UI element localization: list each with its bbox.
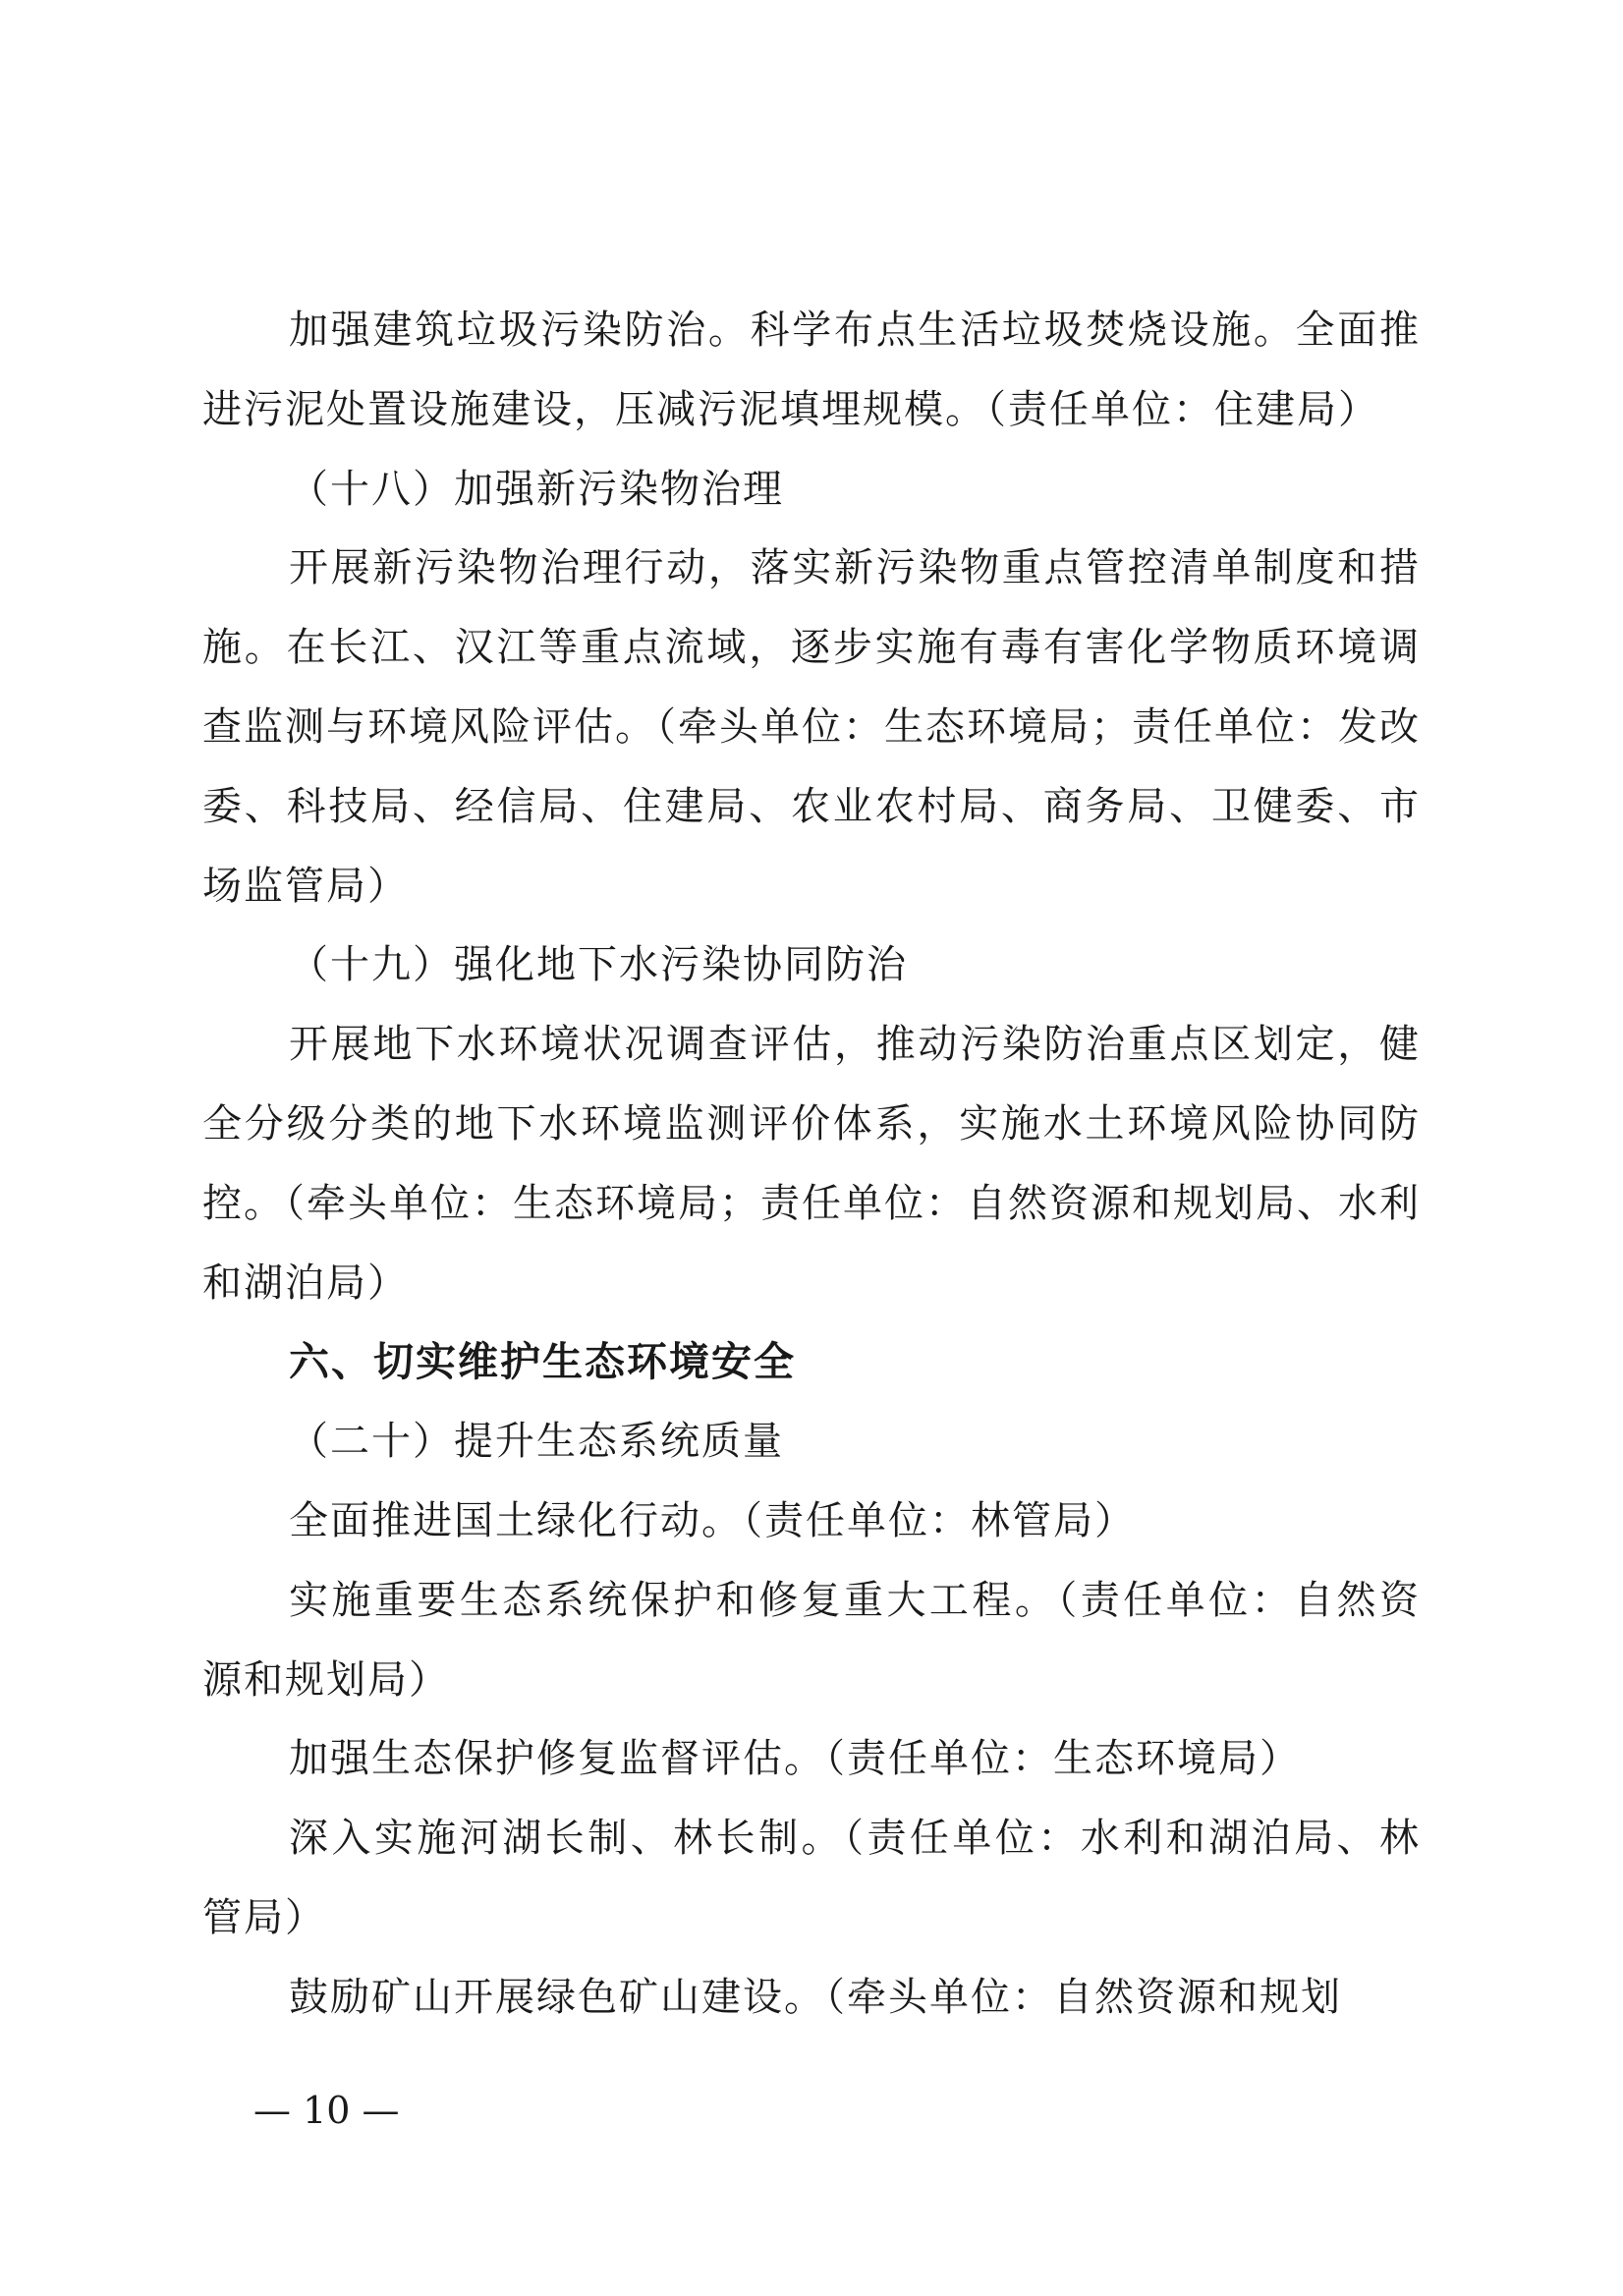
chapter-heading-6: 六、切实维护生态环境安全 — [289, 1338, 796, 1386]
paragraph-supervision: 加强生态保护修复监督评估。（责任单位：生态环境局） — [289, 1736, 1301, 1782]
page-number: — 10 — — [253, 2089, 400, 2132]
paragraph-greening: 全面推进国土绿化行动。（责任单位：林管局） — [289, 1497, 1136, 1543]
paragraph-groundwater: 开展地下水环境状况调查评估，推动污染防治重点区划定，健全分级分类的地下水环境监测评价体系，实施水土环境风险协同防控。（牵头单位：生态环境局；责任单位：自然资源和规划局、水利和湖泊局） — [202, 1022, 1421, 1306]
section-title-20: （二十）提升生态系统质量 — [289, 1419, 784, 1465]
section-title-19: （十九）强化地下水污染协同防治 — [289, 942, 908, 988]
paragraph-green-mining: 鼓励矿山开展绿色矿山建设。（牵头单位：自然资源和规划 — [289, 1974, 1342, 2020]
document-body — [202, 291, 1421, 2038]
paragraph-new-pollutants: 开展新污染物治理行动，落实新污染物重点管控清单制度和措施。在长江、汉江等重点流域，逐步实施有毒有害化学物质环境调查监测与环境风险评估。（牵头单位：生态环境局；责任单位：发改委、科技局、经信局、住建局、农业农村局、商务局、卫健委、市场监管局） — [202, 545, 1421, 909]
section-title-18: （十八）加强新污染物治理 — [289, 466, 784, 512]
paragraph-ecosystem-restoration: 实施重要生态系统保护和修复重大工程。（责任单位：自然资源和规划局） — [202, 1577, 1421, 1703]
paragraph-construction-waste: 加强建筑垃圾污染防治。科学布点生活垃圾焚烧设施。全面推进污泥处置设施建设，压减污泥填埋规模。（责任单位：住建局） — [202, 308, 1421, 432]
paragraph-river-chief: 深入实施河湖长制、林长制。（责任单位：水利和湖泊局、林管局） — [202, 1816, 1421, 1940]
